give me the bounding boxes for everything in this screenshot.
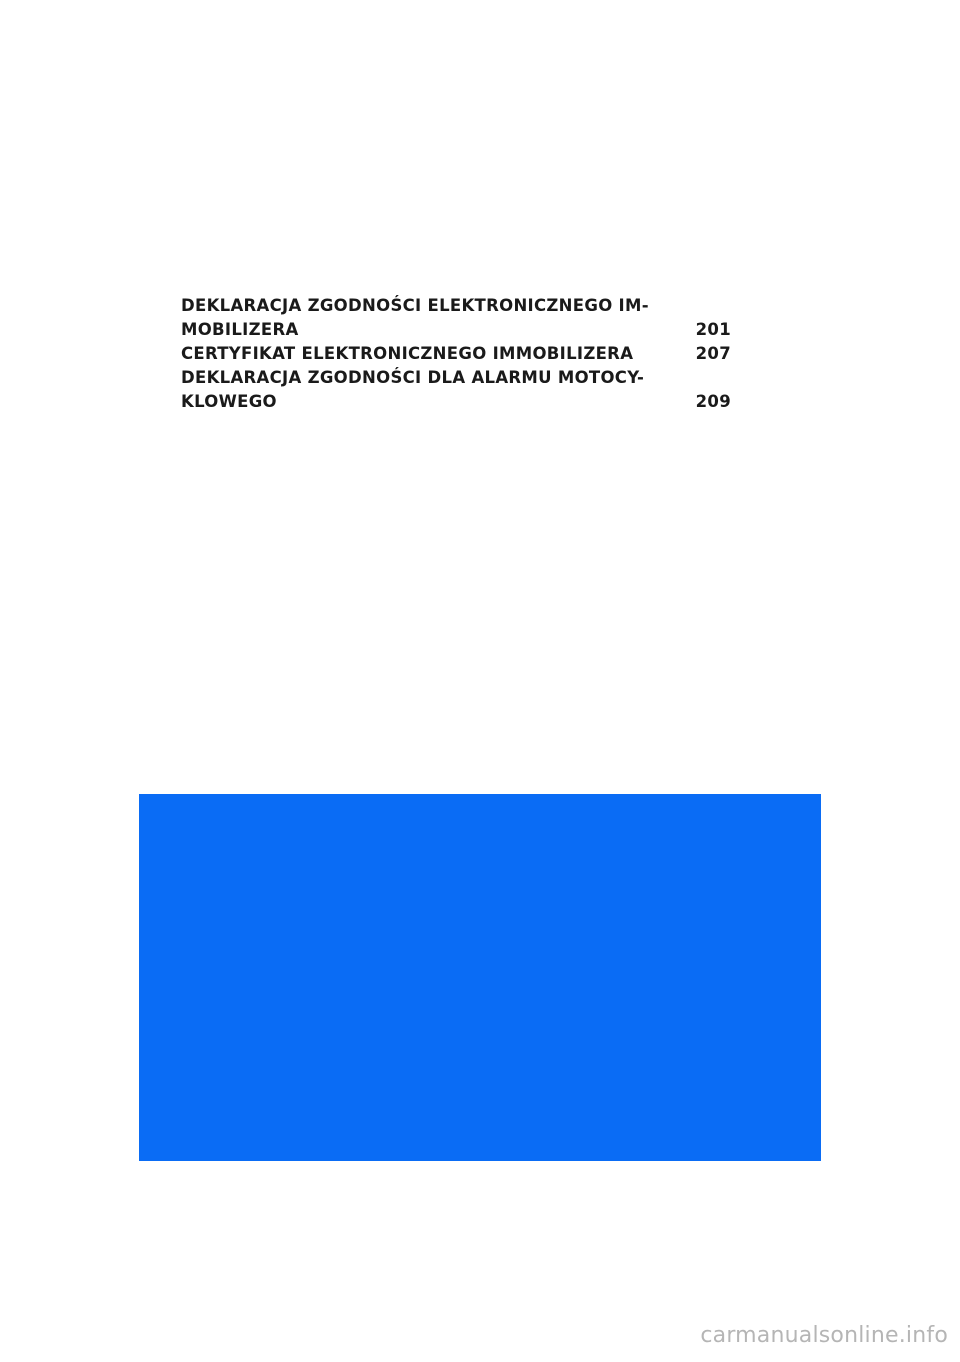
toc-entry-title-line: KLOWEGO [181,392,277,411]
toc-entry[interactable] [181,366,731,414]
toc-entry-title-line: DEKLARACJA ZGODNOŚCI DLA ALARMU MOTOCY- [181,368,645,387]
toc-entry-title-line: MOBILIZERA [181,320,299,339]
toc-entry-page-number: 209 [695,392,731,411]
watermark-text: carmanualsonline.info [700,1323,948,1348]
toc-entry-title-line: CERTYFIKAT ELEKTRONICZNEGO IMMOBILIZERA [181,344,634,363]
toc-entry-page-number: 201 [695,320,731,339]
toc-entry[interactable] [181,342,731,366]
toc-entry-title-line: DEKLARACJA ZGODNOŚCI ELEKTRONICZNEGO IM- [181,296,649,315]
toc-entry[interactable] [181,294,731,342]
toc-entry-page-number: 207 [695,344,731,363]
blue-color-panel [139,794,821,1161]
table-of-contents [181,294,731,414]
